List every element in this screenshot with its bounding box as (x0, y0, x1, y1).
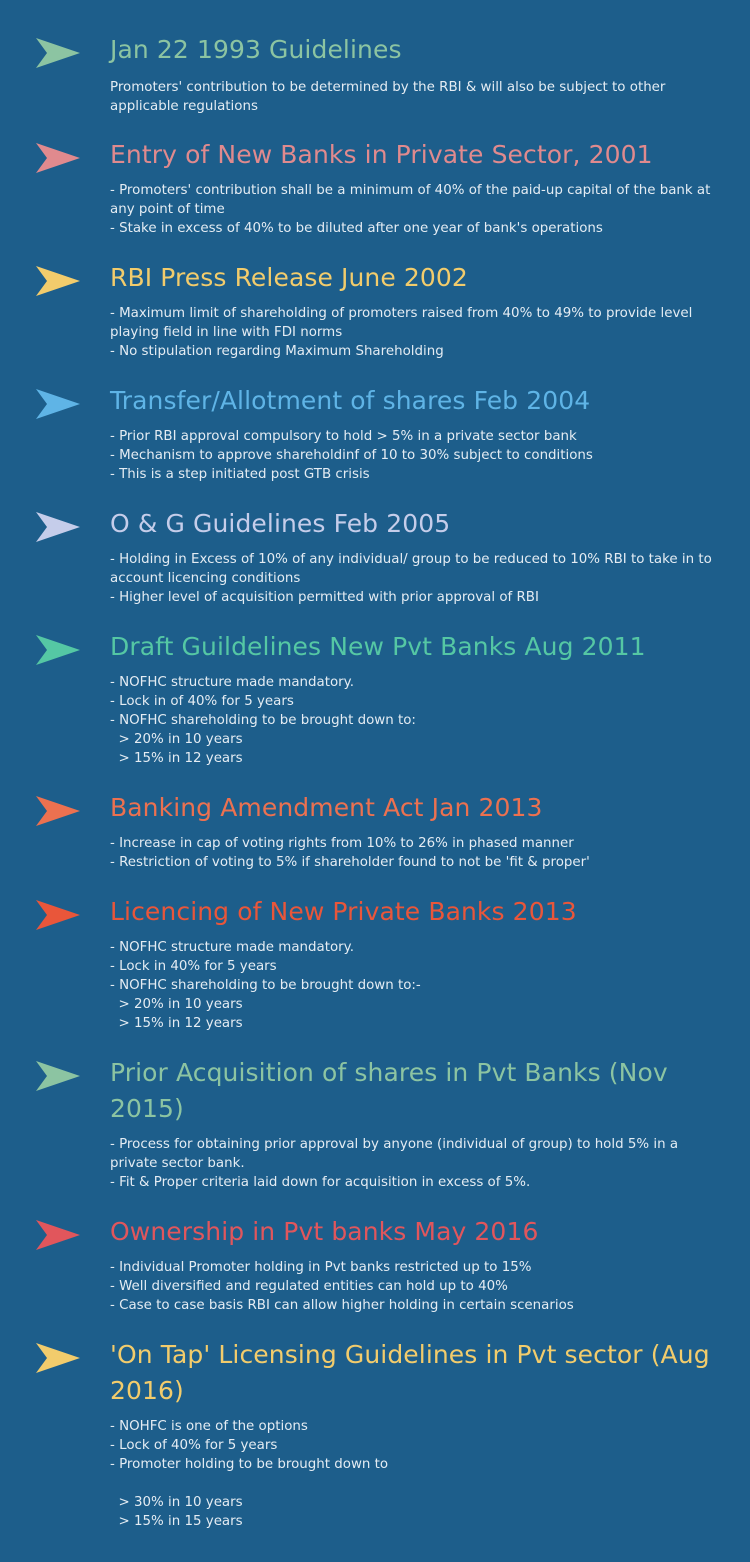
entry-description: - Increase in cap of voting rights from 10% to 26% in phased manner - Restriction of voting to 5% if shareholder found to not be 'fit & proper' (110, 836, 590, 870)
entry-description: - NOHFC is one of the options - Lock of 40% for 5 years - Promoter holding to be brought down to > 30% in 10 years > 15% in 15 years (110, 1419, 389, 1529)
entry-title: Banking Amendment Act Jan 2013 (110, 793, 543, 822)
entry-description: - Holding in Excess of 10% of any individual/ group to be reduced to 10% RBI to take in to account licencing conditions - Higher level of acquisition permitted with prior approval of RBI (110, 552, 712, 605)
entry-title: Draft Guildelines New Pvt Banks Aug 2011 (110, 632, 646, 661)
entry-title: RBI Press Release June 2002 (110, 263, 468, 292)
entry-description: - Individual Promoter holding in Pvt banks restricted up to 15% - Well diversified and regulated entities can hold up to 40% - Case to case basis RBI can allow higher holding in certain scenarios (110, 1260, 574, 1313)
entry-title: Ownership in Pvt banks May 2016 (110, 1217, 539, 1246)
arrow-icon (36, 266, 80, 296)
arrow-icon (36, 38, 80, 68)
arrow-icon (36, 635, 80, 665)
entry-description: - Prior RBI approval compulsory to hold > 5% in a private sector bank - Mechanism to approve shareholdinf of 10 to 30% subject to conditions - This is a step initiated post GTB crisis (110, 429, 593, 482)
entry-title: Prior Acquisition of shares in Pvt Banks (Nov 2015) (110, 1058, 668, 1123)
arrow-icon (36, 1061, 80, 1091)
entry-description: - Process for obtaining prior approval by anyone (individual of group) to hold 5% in a private sector bank. - Fit & Proper criteria laid down for acquisition in excess of 5%. (110, 1137, 679, 1190)
entry-title: Jan 22 1993 Guidelines (110, 35, 402, 64)
arrow-icon (36, 900, 80, 930)
entry-description: - Maximum limit of shareholding of promoters raised from 40% to 49% to provide level playing field in line with FDI norms - No stipulation regarding Maximum Shareholding (110, 306, 693, 359)
entry-description: - NOFHC structure made mandatory. - Lock in of 40% for 5 years - NOFHC shareholding to be brought down to: > 20% in 10 years > 15% in 12 years (110, 675, 416, 766)
arrow-icon (36, 389, 80, 419)
arrow-icon (36, 1220, 80, 1250)
arrow-icon (36, 1343, 80, 1373)
entry-description: - Promoters' contribution shall be a minimum of 40% of the paid-up capital of the bank at any point of time - Stake in excess of 40% to be diluted after one year of bank's operations (110, 183, 711, 236)
entry-description: Promoters' contribution to be determined by the RBI & will also be subject to other applicable regulations (110, 80, 670, 114)
arrow-icon (36, 143, 80, 173)
entry-title: Licencing of New Private Banks 2013 (110, 897, 577, 926)
entry-title: 'On Tap' Licensing Guidelines in Pvt sector (Aug 2016) (110, 1340, 710, 1405)
arrow-icon (36, 512, 80, 542)
entry-title: Entry of New Banks in Private Sector, 2001 (110, 140, 653, 169)
entry-description: - NOFHC structure made mandatory. - Lock in 40% for 5 years - NOFHC shareholding to be brought down to:- > 20% in 10 years > 15% in 12 years (110, 940, 421, 1031)
entry-title: Transfer/Allotment of shares Feb 2004 (110, 386, 591, 415)
entry-title: O & G Guidelines Feb 2005 (110, 509, 451, 538)
arrow-icon (36, 796, 80, 826)
